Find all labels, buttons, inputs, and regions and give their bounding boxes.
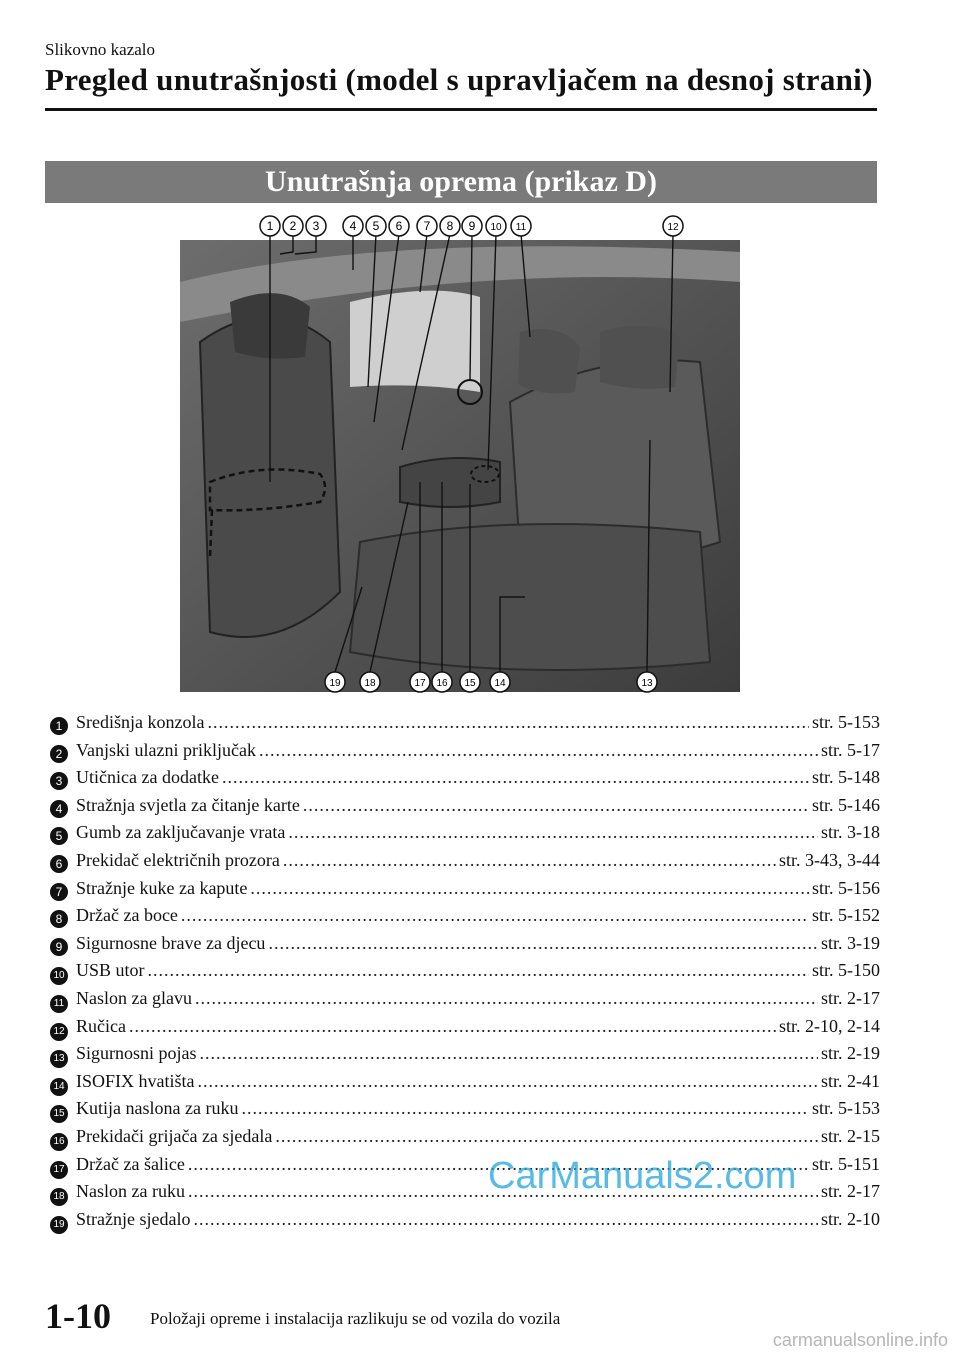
page-number: 1-10 bbox=[45, 1296, 111, 1336]
item-number: 1 bbox=[50, 717, 68, 735]
dot-leader bbox=[181, 905, 809, 926]
dot-leader bbox=[275, 1126, 818, 1147]
page-reference: str. 2-10, 2-14 bbox=[779, 1015, 880, 1036]
item-number: 4 bbox=[50, 800, 68, 818]
index-row bbox=[50, 795, 880, 823]
page-reference: str. 5-152 bbox=[811, 905, 880, 926]
side-window bbox=[350, 291, 480, 392]
watermark-carmanuals2: CarManuals2.com bbox=[488, 1155, 797, 1197]
item-name: Sigurnosne brave za djecu bbox=[76, 932, 266, 953]
footer-note: Položaji opreme i instalacija razlikuju se od vozila do vozila bbox=[150, 1309, 561, 1328]
item-name: Stražnje kuke za kapute bbox=[76, 877, 248, 898]
item-name: Vanjski ulazni priključak bbox=[76, 739, 256, 760]
page-reference: str. 2-15 bbox=[820, 1125, 880, 1146]
page-reference: str. 5-148 bbox=[811, 767, 880, 788]
item-name: Naslon za ruku bbox=[76, 1181, 185, 1202]
index-row bbox=[50, 1126, 880, 1154]
page-reference: str. 3-43, 3-44 bbox=[779, 849, 880, 870]
item-name: Stražnja svjetla za čitanje karte bbox=[76, 794, 300, 815]
item-number: 18 bbox=[50, 1188, 68, 1206]
index-row bbox=[50, 712, 880, 740]
dot-leader bbox=[129, 1016, 776, 1037]
item-name: Držač za boce bbox=[76, 905, 178, 926]
item-name: Naslon za glavu bbox=[76, 987, 192, 1008]
item-number: 17 bbox=[50, 1161, 68, 1179]
section-heading: Unutrašnja oprema (prikaz D) bbox=[45, 161, 877, 203]
svg-text:3: 3 bbox=[312, 219, 320, 233]
page-reference: str. 2-41 bbox=[820, 1070, 880, 1091]
watermark-carmanualsonline[interactable]: carmanualsonline.info bbox=[772, 1330, 948, 1350]
index-row bbox=[50, 1071, 880, 1099]
callouts-top bbox=[260, 216, 683, 236]
title-divider bbox=[45, 108, 877, 111]
item-name: ISOFIX hvatišta bbox=[76, 1070, 195, 1091]
page-reference: str. 5-150 bbox=[811, 960, 880, 981]
item-name: Gumb za zaključavanje vrata bbox=[76, 822, 286, 843]
index-row bbox=[50, 878, 880, 906]
page-reference: str. 2-10 bbox=[820, 1208, 880, 1229]
svg-text:1: 1 bbox=[266, 219, 274, 233]
index-row bbox=[50, 905, 880, 933]
index-row bbox=[50, 850, 880, 878]
dot-leader bbox=[148, 960, 809, 981]
index-row bbox=[50, 1209, 880, 1237]
dot-leader bbox=[268, 933, 818, 954]
item-name: Kutija naslona za ruku bbox=[76, 1098, 239, 1119]
svg-text:17: 17 bbox=[414, 678, 426, 689]
dot-leader bbox=[241, 1098, 809, 1119]
svg-text:12: 12 bbox=[667, 222, 679, 233]
dot-leader bbox=[303, 795, 809, 816]
index-row bbox=[50, 740, 880, 768]
dot-leader bbox=[195, 988, 818, 1009]
page-reference: str. 5-153 bbox=[811, 1098, 880, 1119]
dot-leader bbox=[259, 740, 818, 761]
item-number: 2 bbox=[50, 745, 68, 763]
dot-leader bbox=[250, 878, 809, 899]
svg-text:16: 16 bbox=[436, 678, 448, 689]
item-number: 6 bbox=[50, 855, 68, 873]
svg-text:15: 15 bbox=[464, 678, 476, 689]
dot-leader bbox=[288, 822, 818, 843]
item-number: 9 bbox=[50, 938, 68, 956]
index-row bbox=[50, 822, 880, 850]
page-reference: str. 2-17 bbox=[820, 1181, 880, 1202]
svg-text:14: 14 bbox=[494, 678, 506, 689]
page-title: Pregled unutrašnjosti (model s upravljačem na desnoj strani) bbox=[45, 62, 873, 97]
dot-leader bbox=[222, 767, 809, 788]
item-number: 3 bbox=[50, 772, 68, 790]
item-number: 10 bbox=[50, 967, 68, 985]
page-reference: str. 5-153 bbox=[811, 712, 880, 732]
item-name: Središnja konzola bbox=[76, 712, 205, 732]
index-row bbox=[50, 933, 880, 961]
index-row bbox=[50, 1098, 880, 1126]
svg-text:7: 7 bbox=[423, 219, 431, 233]
dot-leader bbox=[193, 1209, 818, 1230]
item-number: 16 bbox=[50, 1133, 68, 1151]
interior-illustration bbox=[180, 212, 740, 712]
rear-headrest-right bbox=[600, 326, 680, 389]
page-reference: str. 2-17 bbox=[820, 987, 880, 1008]
svg-text:19: 19 bbox=[329, 678, 341, 689]
item-number: 7 bbox=[50, 883, 68, 901]
page-reference: str. 5-151 bbox=[811, 1153, 880, 1174]
svg-text:5: 5 bbox=[372, 219, 380, 233]
dot-leader bbox=[198, 1071, 818, 1092]
rear-seat-cushion bbox=[350, 524, 710, 670]
item-number: 12 bbox=[50, 1023, 68, 1041]
item-name: Prekidači grijača za sjedala bbox=[76, 1125, 273, 1146]
item-number: 8 bbox=[50, 910, 68, 928]
rear-headrest bbox=[518, 329, 580, 393]
item-name: Prekidač električnih prozora bbox=[76, 849, 280, 870]
page-reference: str. 3-18 bbox=[820, 822, 880, 843]
svg-text:9: 9 bbox=[468, 219, 476, 233]
svg-text:10: 10 bbox=[490, 222, 502, 233]
dot-leader bbox=[283, 850, 776, 871]
svg-text:4: 4 bbox=[349, 219, 357, 233]
svg-text:2: 2 bbox=[289, 219, 297, 233]
index-row bbox=[50, 767, 880, 795]
dot-leader bbox=[207, 712, 809, 733]
svg-text:8: 8 bbox=[446, 219, 454, 233]
svg-text:11: 11 bbox=[515, 222, 527, 233]
page-reference: str. 5-17 bbox=[820, 739, 880, 760]
page-reference: str. 5-156 bbox=[811, 877, 880, 898]
item-number: 19 bbox=[50, 1216, 68, 1234]
item-name: USB utor bbox=[76, 960, 145, 981]
page-reference: str. 3-19 bbox=[820, 932, 880, 953]
svg-text:18: 18 bbox=[364, 678, 376, 689]
page-reference: str. 5-146 bbox=[811, 794, 880, 815]
section-kicker: Slikovno kazalo bbox=[45, 40, 156, 59]
item-number: 13 bbox=[50, 1050, 68, 1068]
item-number: 11 bbox=[50, 995, 68, 1013]
index-row bbox=[50, 1016, 880, 1044]
item-number: 15 bbox=[50, 1105, 68, 1123]
item-name: Držač za šalice bbox=[76, 1153, 185, 1174]
item-name: Utičnica za dodatke bbox=[76, 767, 219, 788]
dot-leader bbox=[200, 1043, 818, 1064]
item-name: Sigurnosni pojas bbox=[76, 1043, 197, 1064]
svg-text:6: 6 bbox=[395, 219, 403, 233]
interior-photo bbox=[180, 212, 740, 712]
page-reference: str. 2-19 bbox=[820, 1043, 880, 1064]
index-row bbox=[50, 1043, 880, 1071]
index-row bbox=[50, 988, 880, 1016]
item-number: 14 bbox=[50, 1078, 68, 1096]
item-name: Ručica bbox=[76, 1015, 126, 1036]
index-row bbox=[50, 960, 880, 988]
svg-text:13: 13 bbox=[641, 678, 653, 689]
item-number: 5 bbox=[50, 827, 68, 845]
item-name: Stražnje sjedalo bbox=[76, 1208, 191, 1229]
